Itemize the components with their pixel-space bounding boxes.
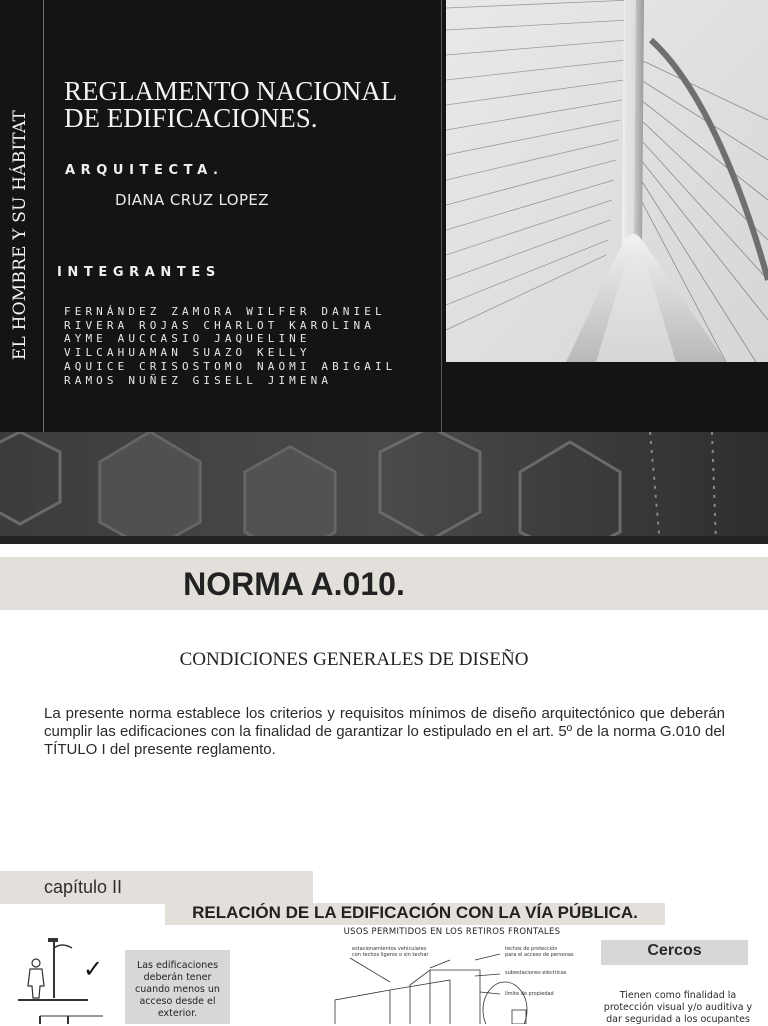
document-title <box>64 78 434 132</box>
bridge-photo <box>446 0 768 362</box>
access-note-box: Las edificaciones deberán tener cuando menos un acceso desde el exterior. <box>125 950 230 1024</box>
diagram-title: USOS PERMITIDOS EN LOS RETIROS FRONTALES <box>343 927 561 937</box>
member-name: RAMOS NUÑEZ GISELL JIMENA <box>64 373 333 387</box>
architect-role-label: ARQUITECTA. <box>65 163 224 178</box>
diagram-label: con techos ligeros o sin techar <box>352 952 429 958</box>
fences-description: Tienen como finalidad la protección visual y/o auditiva y dar seguridad a los ocupantes <box>603 990 753 1025</box>
members-label: INTEGRANTES <box>57 265 221 280</box>
diagram-label: estacionamientos vehiculares <box>352 946 427 952</box>
chapter-label: capítulo II <box>44 877 123 897</box>
relation-title: RELACIÓN DE LA EDIFICACIÓN CON LA VÍA PÚBLICA. <box>192 903 638 922</box>
side-divider-line <box>43 0 44 432</box>
diagram-label: techos de protección <box>505 946 558 952</box>
vertical-cover-title: EL HOMBRE Y SU HÁBITAT <box>10 109 30 361</box>
document-title-line: REGLAMENTO NACIONAL <box>64 76 398 106</box>
member-name: AYME AUCCASIO JAQUELINE <box>64 332 311 346</box>
front-setback-diagram <box>330 940 600 1024</box>
document-title-line: DE EDIFICACIONES. <box>64 103 318 133</box>
architect-name: DIANA CRUZ LOPEZ <box>115 191 269 209</box>
member-name: AQUICE CRISOSTOMO NAOMI ABIGAIL <box>64 359 397 373</box>
section-title: CONDICIONES GENERALES DE DISEÑO <box>179 649 529 670</box>
hex-pattern-band <box>0 432 768 544</box>
member-name: VILCAHUAMAN SUAZO KELLY <box>64 346 311 360</box>
check-icon: ✓ <box>83 955 104 983</box>
norma-title: NORMA A.010. <box>183 566 405 602</box>
center-divider-line <box>441 0 442 432</box>
member-name: RIVERA ROJAS CHARLOT KAROLINA <box>64 318 375 332</box>
fences-title: Cercos <box>647 942 702 959</box>
intro-paragraph: La presente norma establece los criterios y requisitos mínimos de diseño arquitectónico que deberán cumplir las edificaciones con la finalidad de garantizar lo estipulado en el art. 5º de la norma G.010 del TÍTULO I del presente reglamento. <box>44 705 725 758</box>
diagram-label: para el acceso de personas <box>505 952 574 958</box>
members-list <box>64 305 396 387</box>
member-name: FERNÁNDEZ ZAMORA WILFER DANIEL <box>64 305 386 318</box>
diagram-label: subestaciones eléctricas <box>505 970 567 976</box>
diagram-label: límite de propiedad <box>505 991 554 997</box>
